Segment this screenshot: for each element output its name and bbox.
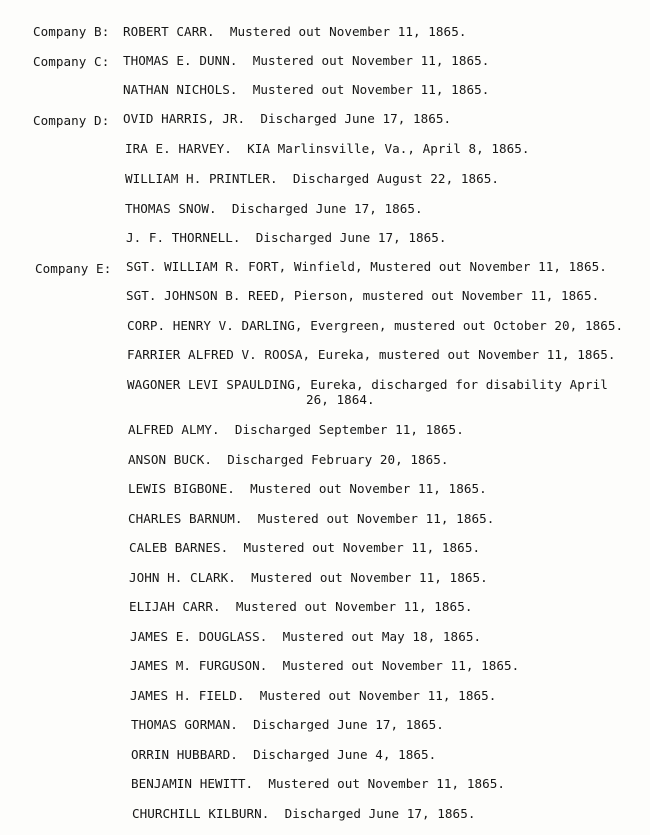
soldier-name: IRA E. HARVEY. [125,141,232,156]
roster-entry [126,259,607,274]
company-label: Company C: [33,54,110,69]
service-detail: Mustered out November 11, 1865. [235,599,473,614]
roster-entry [126,288,599,303]
soldier-name: BENJAMIN HEWITT. [131,776,254,791]
service-detail: Discharged June 17, 1865. [253,717,444,732]
service-detail: Mustered out May 18, 1865. [282,629,482,644]
service-detail: Pierson, mustered out November 11, 1865. [293,288,600,303]
soldier-name: CHURCHILL KILBURN. [132,806,270,821]
roster-entry [126,230,447,245]
service-detail: Mustered out November 11, 1865. [259,688,497,703]
soldier-name: CORP. HENRY V. DARLING, [127,318,303,333]
service-detail: Discharged June 4, 1865. [253,747,437,762]
service-detail: Mustered out November 11, 1865. [243,540,481,555]
roster-entry [127,377,608,392]
soldier-name: ORRIN HUBBARD. [131,747,238,762]
company-label: Company E: [35,261,112,276]
soldier-name: JAMES H. FIELD. [130,688,245,703]
roster-entry [128,481,487,496]
service-detail: Discharged February 20, 1865. [227,452,449,467]
service-detail: Discharged August 22, 1865. [292,171,499,186]
soldier-name: ANSON BUCK. [128,452,212,467]
soldier-name: SGT. JOHNSON B. REED, [126,288,287,303]
service-detail: KIA Marlinsville, Va., April 8, 1865. [247,141,530,156]
service-detail: Winfield, Mustered out November 11, 1865. [293,259,607,274]
roster-entry [125,141,530,156]
roster-entry [131,717,444,732]
roster-entry [128,452,449,467]
roster-entry [132,806,475,821]
soldier-name: OVID HARRIS, JR. [123,111,246,126]
roster-entry [123,53,489,68]
soldier-name: CALEB BARNES. [129,540,229,555]
service-detail: Discharged June 17, 1865. [260,111,452,126]
roster-entry [129,599,472,614]
roster-entry [123,82,489,97]
soldier-name: JAMES M. FURGUSON. [130,658,268,673]
roster-entry [131,747,436,762]
service-detail: Mustered out November 11, 1865. [268,776,505,791]
roster-entry [127,347,615,362]
service-detail: Eureka, mustered out November 11, 1865. [317,347,616,362]
service-detail-continuation: 26, 1864. [306,392,375,407]
service-detail: Mustered out November 11, 1865. [229,24,467,39]
service-detail: Discharged June 17, 1865. [231,201,423,216]
service-detail: Discharged June 17, 1865. [255,230,447,245]
service-detail: Mustered out November 11, 1865. [282,658,520,673]
roster-entry [123,111,451,126]
roster-entry [128,422,464,437]
service-detail: Mustered out November 11, 1865. [251,570,488,585]
soldier-name: J. F. THORNELL. [126,230,241,245]
roster-entry [129,540,480,555]
soldier-name: LEWIS BIGBONE. [128,481,235,496]
company-label: Company B: [33,24,110,39]
soldier-name: THOMAS GORMAN. [131,717,238,732]
service-detail: Mustered out November 11, 1865. [257,511,495,526]
roster-entry [128,511,494,526]
roster-entry [130,658,519,673]
service-detail: Mustered out November 11, 1865. [250,481,487,496]
soldier-name: WILLIAM H. PRINTLER. [125,171,278,186]
roster-entry [129,570,488,585]
service-detail: Evergreen, mustered out October 20, 1865. [310,318,624,333]
roster-entry [125,171,499,186]
soldier-name: THOMAS SNOW. [125,201,217,216]
roster-entry [127,318,623,333]
soldier-name: JOHN H. CLARK. [129,570,236,585]
soldier-name: WAGONER LEVI SPAULDING, [127,377,303,392]
roster-entry [130,629,481,644]
soldier-name: CHARLES BARNUM. [128,511,243,526]
company-label: Company D: [33,113,110,128]
soldier-name: ROBERT CARR. [123,24,215,39]
soldier-name: NATHAN NICHOLS. [123,82,238,97]
service-detail: Eureka, discharged for disability April [310,377,608,392]
roster-entry [131,776,505,791]
service-detail: Discharged September 11, 1865. [234,422,464,437]
soldier-name: ALFRED ALMY. [128,422,220,437]
soldier-name: THOMAS E. DUNN. [123,53,238,68]
soldier-name: FARRIER ALFRED V. ROOSA, [127,347,311,362]
roster-entry [130,688,496,703]
soldier-name: SGT. WILLIAM R. FORT, [126,259,287,274]
soldier-name: ELIJAH CARR. [129,599,221,614]
roster-entry [123,24,466,39]
roster-entry [125,201,423,216]
service-detail: Mustered out November 11, 1865. [252,82,490,97]
soldier-name: JAMES E. DOUGLASS. [130,629,268,644]
service-detail: Mustered out November 11, 1865. [252,53,490,68]
service-detail: Discharged June 17, 1865. [284,806,476,821]
